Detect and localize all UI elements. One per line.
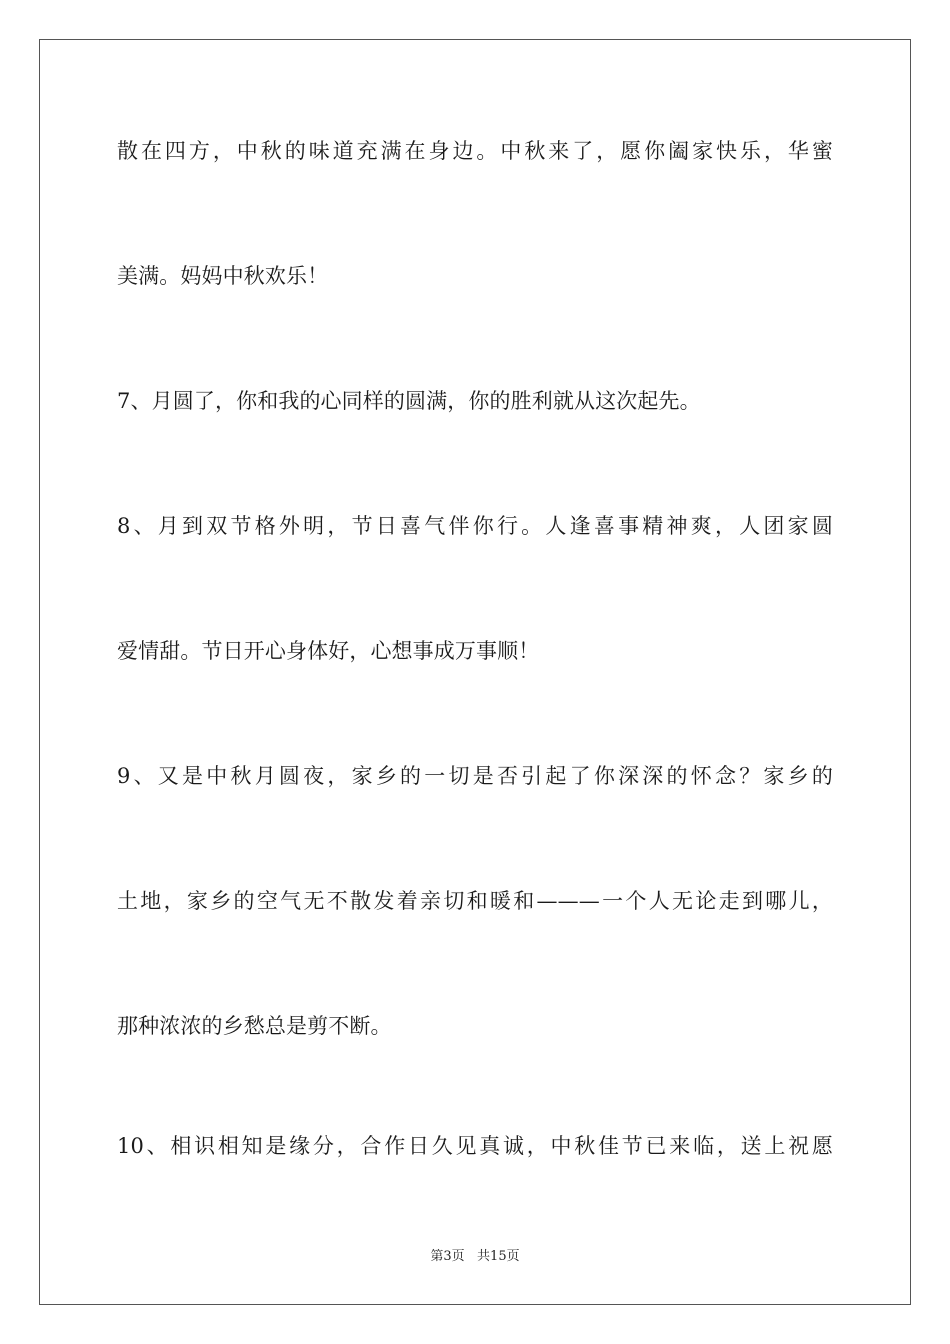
page-frame bbox=[39, 39, 911, 1305]
paragraph-line-1: 散在四方，中秋的味道充满在身边。中秋来了，愿你阖家快乐，华蜜 bbox=[117, 139, 833, 163]
paragraph-line-3: 7、月圆了，你和我的心同样的圆满，你的胜利就从这次起先。 bbox=[117, 389, 701, 413]
paragraph-line-9: 10、相识相知是缘分，合作日久见真诚，中秋佳节已来临，送上祝愿 bbox=[117, 1134, 833, 1158]
paragraph-line-4: 8、月到双节格外明，节日喜气伴你行。人逢喜事精神爽，人团家圆 bbox=[117, 514, 833, 538]
page-number-footer: 第3页 共15页 bbox=[430, 1249, 520, 1264]
paragraph-line-6: 9、又是中秋月圆夜，家乡的一切是否引起了你深深的怀念？家乡的 bbox=[117, 764, 833, 788]
paragraph-line-2: 美满。妈妈中秋欢乐！ bbox=[117, 264, 329, 288]
paragraph-line-8: 那种浓浓的乡愁总是剪不断。 bbox=[117, 1014, 392, 1038]
paragraph-line-5: 爱情甜。节日开心身体好，心想事成万事顺！ bbox=[117, 639, 540, 663]
paragraph-line-7: 土地，家乡的空气无不散发着亲切和暖和———一个人无论走到哪儿， bbox=[117, 889, 833, 913]
